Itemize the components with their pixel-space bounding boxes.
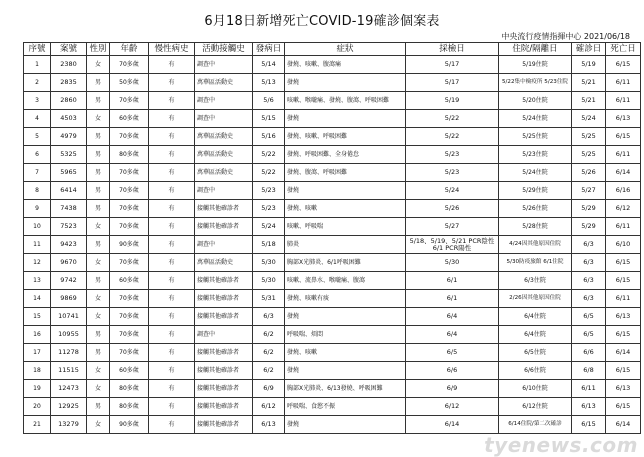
cell-case: 12473 <box>51 380 87 398</box>
cell-confirm: 5/25 <box>572 146 606 164</box>
cell-chronic: 有 <box>149 308 195 326</box>
table-row <box>24 272 641 290</box>
cell-admit: 4/24因其他原因住院 <box>499 236 572 254</box>
cell-age: 90多歲 <box>110 416 149 434</box>
cell-contact: 調查中 <box>195 56 253 74</box>
cell-confirm: 5/21 <box>572 92 606 110</box>
cell-case: 11278 <box>51 344 87 362</box>
cell-age: 70多歲 <box>110 254 149 272</box>
cell-age: 80多歲 <box>110 380 149 398</box>
document-title: 6月18日新增死亡COVID-19確診個案表 <box>204 14 440 29</box>
cell-admit: 6/6住院 <box>499 362 572 380</box>
cell-case: 2835 <box>51 74 87 92</box>
cell-admit: 5/20住院 <box>499 92 572 110</box>
col-header-chronic: 慢性病史 <box>149 43 195 56</box>
cell-age: 70多歲 <box>110 326 149 344</box>
cell-confirm: 5/29 <box>572 200 606 218</box>
cell-chronic: 有 <box>149 380 195 398</box>
cell-death: 6/14 <box>606 164 641 182</box>
cell-death: 6/11 <box>606 290 641 308</box>
col-header-admit: 住院/隔離日 <box>499 43 572 56</box>
table-row <box>24 416 641 434</box>
cell-death: 6/12 <box>606 200 641 218</box>
col-header-no: 序號 <box>24 43 51 56</box>
cell-symptoms: 發燒、咳嗽 <box>285 344 406 362</box>
cell-confirm: 6/6 <box>572 344 606 362</box>
cell-symptoms: 胸部X光肺炎、6/1呼吸困難 <box>285 254 406 272</box>
cell-admit: 6/4住院 <box>499 308 572 326</box>
cell-no: 16 <box>24 326 51 344</box>
cell-onset: 5/18 <box>253 236 285 254</box>
cell-contact: 調查中 <box>195 326 253 344</box>
cell-no: 20 <box>24 398 51 416</box>
cell-test: 6/6 <box>406 362 499 380</box>
cell-chronic: 有 <box>149 416 195 434</box>
table-row <box>24 110 641 128</box>
cell-onset: 6/2 <box>253 362 285 380</box>
cell-confirm: 6/5 <box>572 326 606 344</box>
cell-symptoms: 呼吸喘、食慾不振 <box>285 398 406 416</box>
table-row <box>24 308 641 326</box>
cell-test: 6/4 <box>406 308 499 326</box>
cell-onset: 5/31 <box>253 290 285 308</box>
cell-contact: 接觸其他確診者 <box>195 398 253 416</box>
cell-case: 4503 <box>51 110 87 128</box>
cell-admit: 6/4住院 <box>499 326 572 344</box>
cell-confirm: 5/25 <box>572 128 606 146</box>
cell-test: 5/23 <box>406 146 499 164</box>
cell-age: 90多歲 <box>110 236 149 254</box>
cell-contact: 接觸其他確診者 <box>195 308 253 326</box>
col-header-death: 死亡日 <box>606 43 641 56</box>
cell-onset: 5/15 <box>253 110 285 128</box>
cell-sex: 男 <box>87 326 110 344</box>
cell-age: 70多歲 <box>110 92 149 110</box>
cell-sex: 男 <box>87 182 110 200</box>
cell-no: 21 <box>24 416 51 434</box>
cell-admit: 5/24住院 <box>499 110 572 128</box>
cell-onset: 5/14 <box>253 56 285 74</box>
cell-death: 6/15 <box>606 56 641 74</box>
cell-onset: 5/22 <box>253 146 285 164</box>
cell-no: 5 <box>24 128 51 146</box>
cell-death: 6/13 <box>606 308 641 326</box>
cell-no: 9 <box>24 200 51 218</box>
cell-symptoms: 發燒、咳嗽、腹瀉痛 <box>285 56 406 74</box>
cell-age: 70多歲 <box>110 56 149 74</box>
cell-case: 9742 <box>51 272 87 290</box>
cell-symptoms: 咳嗽、流鼻水、喉嚨痛、腹瀉 <box>285 272 406 290</box>
cell-chronic: 有 <box>149 398 195 416</box>
cell-age: 70多歲 <box>110 164 149 182</box>
cell-symptoms: 發燒 <box>285 182 406 200</box>
cell-contact: 接觸其他確診者 <box>195 416 253 434</box>
cell-chronic: 有 <box>149 128 195 146</box>
cell-age: 70多歲 <box>110 200 149 218</box>
cell-death: 6/15 <box>606 254 641 272</box>
cell-confirm: 6/15 <box>572 416 606 434</box>
cell-death: 6/15 <box>606 128 641 146</box>
cell-onset: 6/3 <box>253 308 285 326</box>
cell-age: 70多歲 <box>110 290 149 308</box>
cell-contact: 調查中 <box>195 182 253 200</box>
cell-age: 80多歲 <box>110 146 149 164</box>
cell-chronic: 有 <box>149 146 195 164</box>
cell-confirm: 5/26 <box>572 164 606 182</box>
watermark: tyenews.com <box>484 433 638 457</box>
cell-case: 7523 <box>51 218 87 236</box>
cell-death: 6/11 <box>606 92 641 110</box>
cell-symptoms: 咳嗽、喉嚨痛、發燒、腹瀉、呼吸困難 <box>285 92 406 110</box>
cell-age: 60多歲 <box>110 110 149 128</box>
cell-age: 70多歲 <box>110 182 149 200</box>
cell-chronic: 有 <box>149 254 195 272</box>
cell-test: 5/17 <box>406 56 499 74</box>
cell-chronic: 有 <box>149 200 195 218</box>
cell-confirm: 6/8 <box>572 362 606 380</box>
cell-death: 6/15 <box>606 362 641 380</box>
cell-case: 6414 <box>51 182 87 200</box>
cell-admit: 6/14住院/第二次確診 <box>499 416 572 434</box>
cell-onset: 6/13 <box>253 416 285 434</box>
col-header-case: 案號 <box>51 43 87 56</box>
cell-age: 60多歲 <box>110 272 149 290</box>
cell-symptoms: 發燒、腹瀉、呼吸困難 <box>285 164 406 182</box>
table-row <box>24 380 641 398</box>
cell-case: 7438 <box>51 200 87 218</box>
cell-no: 1 <box>24 56 51 74</box>
table-row <box>24 74 641 92</box>
cell-test: 5/27 <box>406 218 499 236</box>
cell-test: 6/9 <box>406 380 499 398</box>
cell-symptoms: 發燒、呼吸困難、全身倦怠 <box>285 146 406 164</box>
cell-chronic: 有 <box>149 92 195 110</box>
cell-test: 6/12 <box>406 398 499 416</box>
cell-confirm: 6/3 <box>572 290 606 308</box>
cell-no: 7 <box>24 164 51 182</box>
cell-admit: 5/30防疫旅館 6/1住院 <box>499 254 572 272</box>
cell-onset: 5/6 <box>253 92 285 110</box>
col-header-contact: 活動接觸史 <box>195 43 253 56</box>
cell-chronic: 有 <box>149 344 195 362</box>
table-row <box>24 218 641 236</box>
cell-death: 6/15 <box>606 398 641 416</box>
cell-test: 5/22 <box>406 110 499 128</box>
cell-contact: 接觸其他確診者 <box>195 290 253 308</box>
cell-contact: 萬華區活動史 <box>195 74 253 92</box>
cell-confirm: 6/13 <box>572 398 606 416</box>
source-note: 中央流行疫情指揮中心 2021/06/18 <box>501 32 630 41</box>
cell-case: 2860 <box>51 92 87 110</box>
cell-test: 5/23 <box>406 164 499 182</box>
cell-contact: 接觸其他確診者 <box>195 362 253 380</box>
cell-no: 11 <box>24 236 51 254</box>
case-rows <box>24 56 641 434</box>
cell-case: 11515 <box>51 362 87 380</box>
case-table <box>23 42 641 434</box>
cell-onset: 5/30 <box>253 272 285 290</box>
table-row <box>24 146 641 164</box>
cell-onset: 5/24 <box>253 218 285 236</box>
cell-admit: 6/12住院 <box>499 398 572 416</box>
cell-symptoms: 發燒 <box>285 74 406 92</box>
cell-symptoms: 發燒、咳嗽、呼吸困難 <box>285 128 406 146</box>
cell-test: 6/14 <box>406 416 499 434</box>
cell-onset: 5/23 <box>253 200 285 218</box>
cell-contact: 調查中 <box>195 92 253 110</box>
table-row <box>24 92 641 110</box>
cell-onset: 6/9 <box>253 380 285 398</box>
cell-confirm: 6/11 <box>572 380 606 398</box>
cell-case: 10955 <box>51 326 87 344</box>
cell-onset: 6/12 <box>253 398 285 416</box>
cell-case: 4979 <box>51 128 87 146</box>
cell-age: 70多歲 <box>110 308 149 326</box>
cell-contact: 調查中 <box>195 110 253 128</box>
cell-chronic: 有 <box>149 218 195 236</box>
cell-symptoms: 發燒、咳嗽有痰 <box>285 290 406 308</box>
cell-case: 9423 <box>51 236 87 254</box>
cell-admit: 6/3住院 <box>499 272 572 290</box>
cell-no: 3 <box>24 92 51 110</box>
cell-death: 6/10 <box>606 236 641 254</box>
cell-contact: 接觸其他確診者 <box>195 380 253 398</box>
cell-test: 5/30 <box>406 254 499 272</box>
table-row <box>24 326 641 344</box>
cell-sex: 女 <box>87 380 110 398</box>
cell-case: 9869 <box>51 290 87 308</box>
cell-admit: 5/22集中檢疫所 5/23住院 <box>499 74 572 92</box>
header-row <box>24 43 641 56</box>
table-row <box>24 128 641 146</box>
cell-death: 6/13 <box>606 380 641 398</box>
cell-test: 5/22 <box>406 128 499 146</box>
cell-confirm: 6/3 <box>572 272 606 290</box>
cell-sex: 女 <box>87 56 110 74</box>
cell-symptoms: 發燒 <box>285 416 406 434</box>
cell-age: 80多歲 <box>110 398 149 416</box>
cell-no: 6 <box>24 146 51 164</box>
cell-age: 70多歲 <box>110 218 149 236</box>
cell-test: 5/24 <box>406 182 499 200</box>
cell-age: 70多歲 <box>110 128 149 146</box>
cell-sex: 男 <box>87 146 110 164</box>
cell-contact: 接觸其他確診者 <box>195 272 253 290</box>
cell-sex: 男 <box>87 128 110 146</box>
cell-test: 5/17 <box>406 74 499 92</box>
cell-contact: 接觸其他確診者 <box>195 344 253 362</box>
cell-death: 6/16 <box>606 182 641 200</box>
cell-onset: 5/23 <box>253 182 285 200</box>
cell-sex: 男 <box>87 344 110 362</box>
cell-confirm: 5/27 <box>572 182 606 200</box>
cell-onset: 5/22 <box>253 164 285 182</box>
cell-admit: 5/19住院 <box>499 56 572 74</box>
cell-confirm: 5/24 <box>572 110 606 128</box>
cell-test: 5/19 <box>406 92 499 110</box>
cell-death: 6/11 <box>606 146 641 164</box>
cell-onset: 5/30 <box>253 254 285 272</box>
cell-sex: 男 <box>87 398 110 416</box>
cell-admit: 5/23住院 <box>499 146 572 164</box>
cell-confirm: 6/3 <box>572 236 606 254</box>
cell-age: 70多歲 <box>110 344 149 362</box>
cell-contact: 接觸其他確診者 <box>195 218 253 236</box>
cell-death: 6/13 <box>606 110 641 128</box>
cell-death: 6/14 <box>606 416 641 434</box>
col-header-age: 年齡 <box>110 43 149 56</box>
cell-test: 5/18、5/19、5/21 PCR陰性 6/1 PCR陽性 <box>406 236 499 254</box>
cell-contact: 萬華區活動史 <box>195 146 253 164</box>
cell-symptoms: 發燒 <box>285 110 406 128</box>
cell-no: 17 <box>24 344 51 362</box>
cell-sex: 女 <box>87 218 110 236</box>
cell-contact: 萬華區活動史 <box>195 128 253 146</box>
cell-death: 6/15 <box>606 326 641 344</box>
cell-admit: 5/25住院 <box>499 128 572 146</box>
cell-sex: 男 <box>87 236 110 254</box>
cell-admit: 5/28住院 <box>499 218 572 236</box>
cell-sex: 男 <box>87 272 110 290</box>
cell-sex: 女 <box>87 254 110 272</box>
table-row <box>24 254 641 272</box>
cell-case: 2380 <box>51 56 87 74</box>
cell-no: 19 <box>24 380 51 398</box>
cell-symptoms: 肺炎 <box>285 236 406 254</box>
cell-no: 8 <box>24 182 51 200</box>
cell-admit: 5/29住院 <box>499 182 572 200</box>
cell-no: 2 <box>24 74 51 92</box>
cell-no: 10 <box>24 218 51 236</box>
cell-no: 14 <box>24 290 51 308</box>
cell-symptoms: 咳嗽、呼吸喘 <box>285 218 406 236</box>
cell-no: 15 <box>24 308 51 326</box>
cell-confirm: 6/3 <box>572 254 606 272</box>
cell-chronic: 有 <box>149 182 195 200</box>
cell-case: 5965 <box>51 164 87 182</box>
table-row <box>24 344 641 362</box>
cell-contact: 萬華區活動史 <box>195 254 253 272</box>
cell-contact: 萬華區活動史 <box>195 164 253 182</box>
cell-chronic: 有 <box>149 362 195 380</box>
cell-admit: 5/24住院 <box>499 164 572 182</box>
cell-sex: 女 <box>87 290 110 308</box>
cell-chronic: 有 <box>149 290 195 308</box>
cell-death: 6/11 <box>606 74 641 92</box>
cell-sex: 男 <box>87 92 110 110</box>
cell-case: 10741 <box>51 308 87 326</box>
cell-no: 4 <box>24 110 51 128</box>
cell-test: 6/1 <box>406 272 499 290</box>
col-header-sex: 性別 <box>87 43 110 56</box>
table-row <box>24 182 641 200</box>
col-header-onset: 發病日 <box>253 43 285 56</box>
cell-sex: 女 <box>87 416 110 434</box>
table-row <box>24 164 641 182</box>
col-header-confirm: 確診日 <box>572 43 606 56</box>
cell-contact: 調查中 <box>195 236 253 254</box>
cell-no: 18 <box>24 362 51 380</box>
cell-symptoms: 發燒 <box>285 308 406 326</box>
cell-case: 13279 <box>51 416 87 434</box>
col-header-symptoms: 症狀 <box>285 43 406 56</box>
cell-test: 5/26 <box>406 200 499 218</box>
cell-chronic: 有 <box>149 56 195 74</box>
cell-admit: 2/26因其他原因住院 <box>499 290 572 308</box>
cell-onset: 5/13 <box>253 74 285 92</box>
cell-sex: 女 <box>87 362 110 380</box>
cell-case: 9670 <box>51 254 87 272</box>
cell-symptoms: 胸部X光肺炎、6/13發燒、呼吸困難 <box>285 380 406 398</box>
cell-sex: 男 <box>87 74 110 92</box>
cell-test: 6/5 <box>406 344 499 362</box>
cell-test: 6/1 <box>406 290 499 308</box>
cell-symptoms: 發燒、咳嗽 <box>285 200 406 218</box>
col-header-test: 採檢日 <box>406 43 499 56</box>
cell-onset: 5/16 <box>253 128 285 146</box>
cell-death: 6/14 <box>606 344 641 362</box>
cell-onset: 6/2 <box>253 344 285 362</box>
cell-admit: 6/5住院 <box>499 344 572 362</box>
cell-case: 12925 <box>51 398 87 416</box>
table-row <box>24 56 641 74</box>
cell-chronic: 有 <box>149 74 195 92</box>
cell-test: 6/4 <box>406 326 499 344</box>
cell-death: 6/15 <box>606 272 641 290</box>
cell-confirm: 5/29 <box>572 218 606 236</box>
cell-onset: 6/2 <box>253 326 285 344</box>
table-row <box>24 290 641 308</box>
cell-symptoms: 發燒 <box>285 362 406 380</box>
cell-no: 12 <box>24 254 51 272</box>
cell-confirm: 5/19 <box>572 56 606 74</box>
cell-admit: 6/10住院 <box>499 380 572 398</box>
cell-death: 6/11 <box>606 218 641 236</box>
cell-confirm: 5/21 <box>572 74 606 92</box>
cell-sex: 女 <box>87 308 110 326</box>
cell-chronic: 有 <box>149 236 195 254</box>
cell-confirm: 6/5 <box>572 308 606 326</box>
cell-admit: 5/26住院 <box>499 200 572 218</box>
cell-age: 60多歲 <box>110 362 149 380</box>
cell-chronic: 有 <box>149 272 195 290</box>
cell-case: 5325 <box>51 146 87 164</box>
cell-age: 50多歲 <box>110 74 149 92</box>
table-row <box>24 236 641 254</box>
table-row <box>24 362 641 380</box>
table-row <box>24 398 641 416</box>
cell-sex: 男 <box>87 164 110 182</box>
cell-chronic: 有 <box>149 326 195 344</box>
cell-contact: 接觸其他確診者 <box>195 200 253 218</box>
cell-sex: 女 <box>87 110 110 128</box>
cell-symptoms: 呼吸喘、煩悶 <box>285 326 406 344</box>
cell-sex: 男 <box>87 200 110 218</box>
table-row <box>24 200 641 218</box>
cell-chronic: 有 <box>149 164 195 182</box>
cell-no: 13 <box>24 272 51 290</box>
cell-chronic: 有 <box>149 110 195 128</box>
